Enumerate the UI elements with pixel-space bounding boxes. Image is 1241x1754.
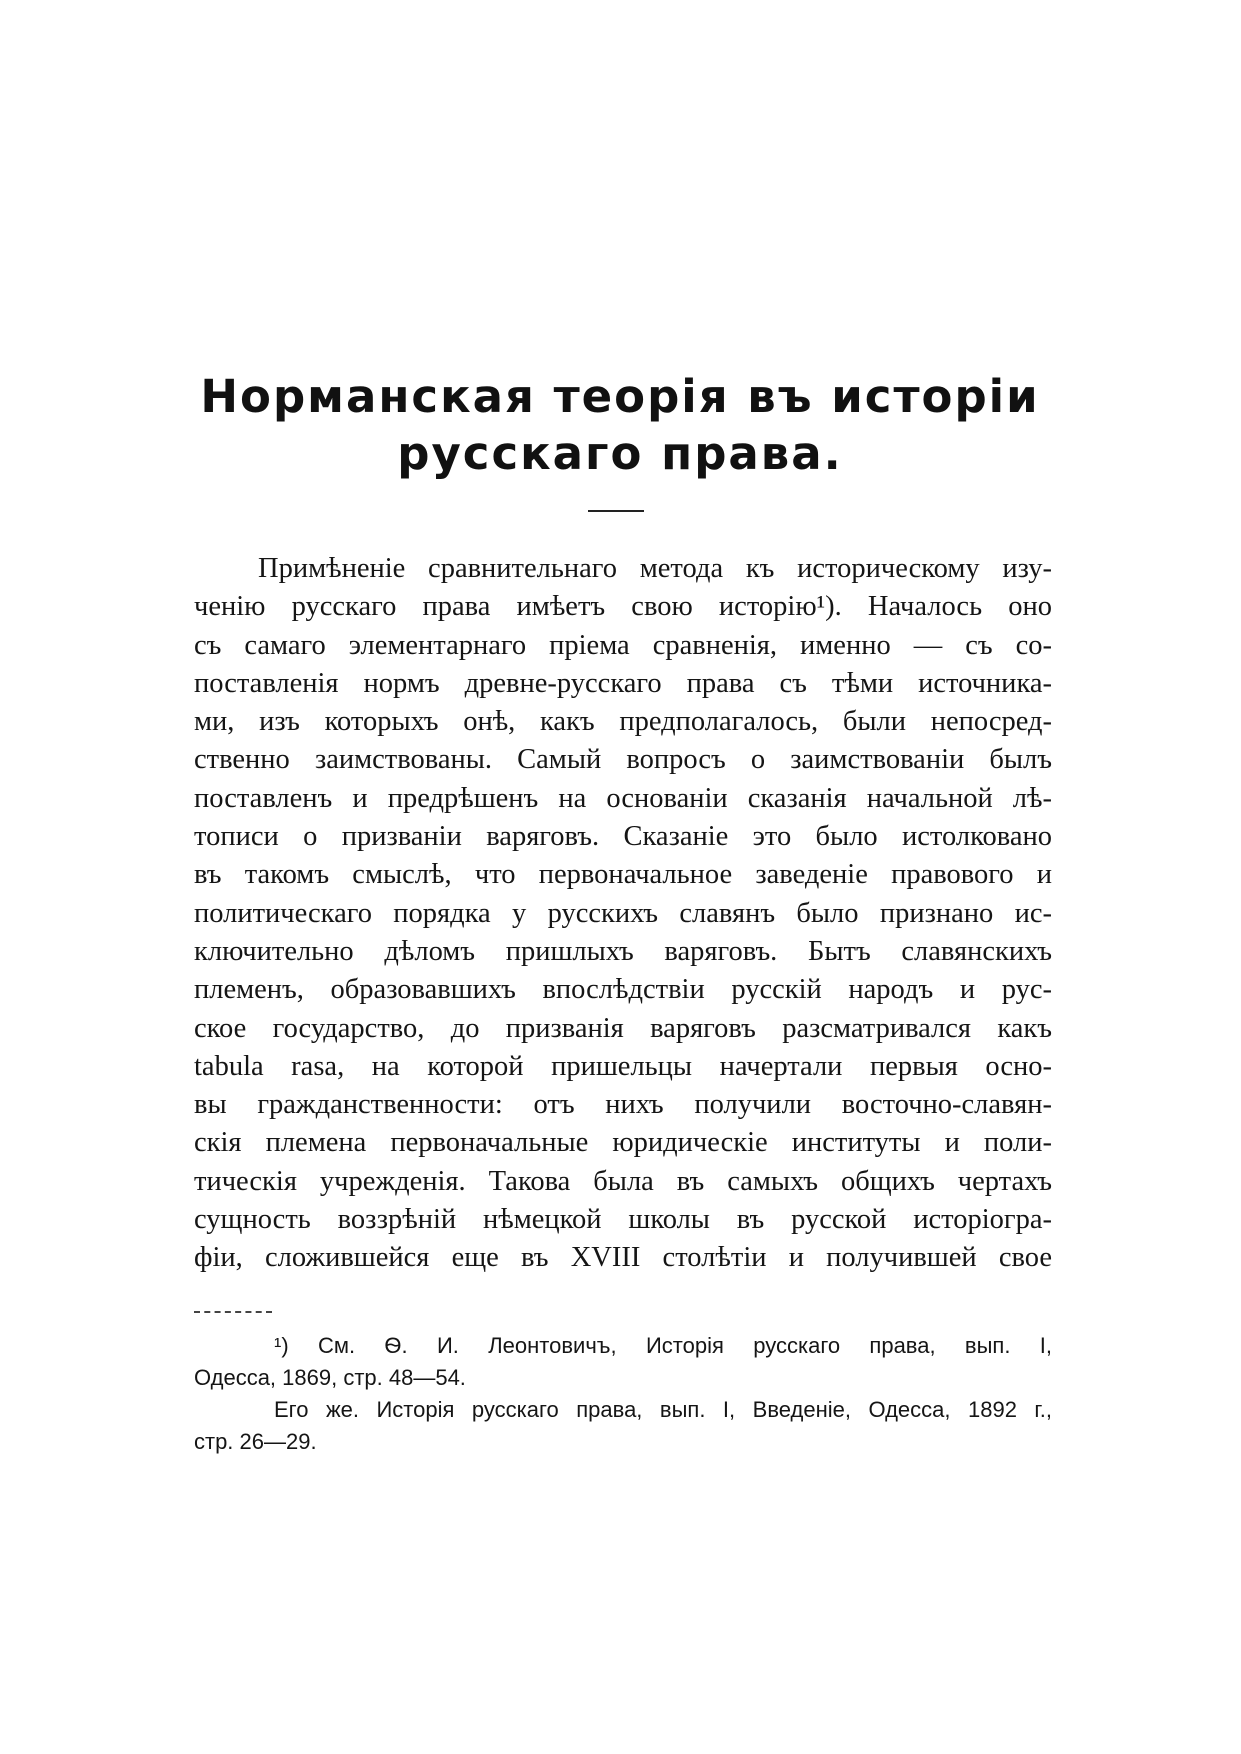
body-line: ское государство, до призванія варяговъ разсматривался какъ [194,1012,1052,1044]
body-line: политическаго порядка у русскихъ славянъ было признано ис- [194,897,1052,929]
footnote-separator-rule [194,1311,272,1313]
title-separator-rule [588,510,644,512]
body-line: tabula rasa, на которой пришельцы начертали первыя осно- [194,1050,1052,1082]
body-line: поставленія нормъ древне-русскаго права съ тѣми источника- [194,667,1052,699]
footnotes [194,1330,1052,1458]
body-line: тическія учрежденія. Такова была въ самыхъ общихъ чертахъ [194,1165,1052,1197]
body-line: Примѣненіе сравнительнаго метода къ историческому изу- [258,553,1052,584]
body-line: въ такомъ смыслѣ, что первоначальное заведеніе правового и [194,859,1052,891]
chapter-title-line-2: русскаго права. [397,427,843,480]
body-line: ми, изъ которыхъ онѣ, какъ предполагалось, были непосред- [194,706,1052,738]
body-line: поставленъ и предрѣшенъ на основаніи сказанія начальной лѣ- [194,782,1052,814]
body-line: фіи, сложившейся еще въ XVIII столѣтіи и получившей свое [194,1242,1052,1274]
body-line: ключительно дѣломъ пришлыхъ варяговъ. Бытъ славянскихъ [194,935,1052,967]
body-line: сущность воззрѣній нѣмецкой школы въ русской исторіогра- [194,1204,1052,1236]
body-line: ченію русскаго права имѣетъ свою исторію¹). Началось оно [194,591,1052,623]
body-line: тописи о призваніи варяговъ. Сказаніе это было истолковано [194,821,1052,853]
body-line: ственно заимствованы. Самый вопросъ о заимствованіи былъ [194,744,1052,776]
body-line: вы гражданственности: отъ нихъ получили восточно-славян- [194,1089,1052,1121]
body-line: съ самаго элементарнаго пріема сравненія, именно — съ со- [194,629,1052,661]
chapter-title-line-1: Норманская теорія въ исторіи [200,370,1040,423]
body-line: скія племена первоначальные юридическіе институты и поли- [194,1127,1052,1159]
footnote-line: ¹) См. Ѳ. И. Леонтовичъ, Исторія русскаго права, вып. I, [274,1333,1052,1358]
body-line: племенъ, образовавшихъ впослѣдствіи русскій народъ и рус- [194,974,1052,1006]
body-paragraph [194,550,1052,1278]
footnote-line: Его же. Исторія русскаго права, вып. I, Введеніе, Одесса, 1892 г., [274,1397,1052,1422]
chapter-title [160,368,1080,482]
footnote-line: стр. 26—29. [194,1429,317,1454]
footnote-line: Одесса, 1869, стр. 48—54. [194,1365,466,1390]
